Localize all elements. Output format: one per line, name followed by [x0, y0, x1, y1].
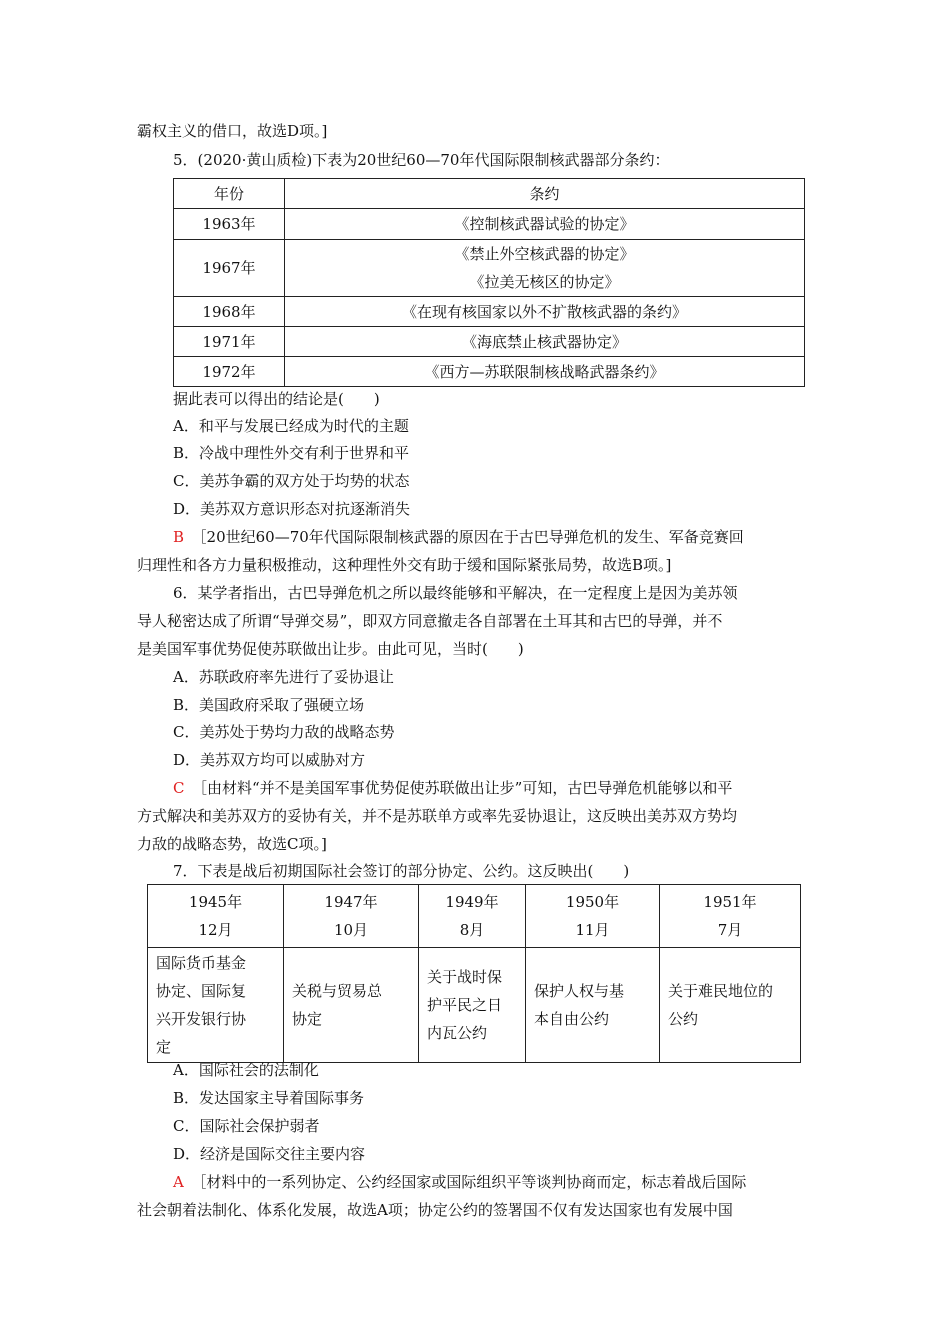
option-d: D．美苏双方均可以威胁对方	[173, 751, 366, 769]
cell-line: 护平民之日	[427, 996, 503, 1014]
table-cell	[660, 948, 801, 1063]
table-header-row	[174, 179, 805, 209]
header-month: 7月	[717, 921, 743, 939]
header-year: 1947年	[324, 893, 378, 911]
table-row	[174, 297, 805, 327]
header-month: 10月	[333, 921, 369, 939]
table-header-cell	[660, 885, 801, 948]
explanation-text: 归理性和各方力量积极推动，这种理性外交有助于缓和国际紧张局势，故选B项。]	[137, 556, 672, 574]
table-header-cell	[148, 885, 284, 948]
header-year: 1951年	[703, 893, 757, 911]
table-cell-year: 1972年	[174, 357, 285, 387]
answer-letter: C	[173, 779, 185, 797]
option-a: A．国际社会的法制化	[173, 1061, 319, 1079]
explanation-text: ［20世纪60—70年代国际限制核武器的原因在于古巴导弹危机的发生、军备竞赛回	[199, 528, 744, 546]
postwar-agreements-table	[147, 884, 801, 1063]
option-d: D．美苏双方意识形态对抗逐渐消失	[173, 500, 411, 518]
table-cell-year: 1967年	[174, 240, 285, 297]
question-7: 7．下表是战后初期国际社会签订的部分协定、公约。这反映出( )	[173, 862, 630, 880]
cell-line: 关于难民地位的	[668, 982, 774, 1000]
table-cell-treaty: 《控制核武器试验的协定》	[285, 209, 805, 240]
question-5: 5．(2020·黄山质检)下表为20世纪60—70年代国际限制核武器部分条约：	[173, 151, 670, 169]
table-header-cell	[284, 885, 419, 948]
cell-line: 关税与贸易总	[292, 982, 383, 1000]
table-cell	[419, 948, 526, 1063]
answer-explanation	[173, 527, 744, 547]
table-cell-treaty: 《海底禁止核武器协定》	[285, 327, 805, 357]
table-cell	[284, 948, 419, 1063]
treaty-line: 《拉美无核区的协定》	[469, 273, 620, 291]
cell-line: 兴开发银行协	[156, 1010, 247, 1028]
option-c: C．美苏处于势均力敌的战略态势	[173, 723, 395, 741]
option-b: B．美国政府采取了强硬立场	[173, 696, 365, 714]
table-cell-treaty: 《在现有核国家以外不扩散核武器的条约》	[285, 297, 805, 327]
explanation-text: 社会朝着法制化、体系化发展，故选A项；协定公约的签署国不仅有发达国家也有发展中国	[137, 1201, 733, 1219]
explanation-text: ［材料中的一系列协定、公约经国家或国际组织平等谈判协商而定，标志着战后国际	[198, 1173, 747, 1191]
table-header-cell: 年份	[174, 179, 285, 209]
explanation-text: 方式解决和美苏双方的妥协有关，并不是苏联单方或率先妥协退让，这反映出美苏双方势均	[137, 807, 738, 825]
answer-explanation	[173, 778, 732, 798]
table-cell-treaty: 《西方—苏联限制核战略武器条约》	[285, 357, 805, 387]
header-year: 1945年	[188, 893, 243, 911]
explanation-text: ［由材料“并不是美国军事优势促使苏联做出让步”可知，古巴导弹危机能够以和平	[199, 779, 733, 797]
table-cell-year: 1968年	[174, 297, 285, 327]
cell-line: 协定、国际复	[156, 982, 247, 1000]
table-row	[174, 327, 805, 357]
cell-line: 本自由公约	[534, 1010, 610, 1028]
header-year: 1950年	[565, 893, 620, 911]
question-6-line: 导人秘密达成了所谓“导弹交易”，即双方同意撤走各自部署在土耳其和古巴的导弹，并不	[137, 612, 723, 630]
table-header-cell	[419, 885, 526, 948]
answer-letter: A	[173, 1173, 184, 1191]
cell-line: 内瓦公约	[427, 1024, 488, 1042]
treaty-line: 《禁止外空核武器的协定》	[454, 245, 635, 263]
header-year: 1949年	[445, 893, 499, 911]
option-a: A．苏联政府率先进行了妥协退让	[173, 668, 394, 686]
cell-line: 公约	[668, 1010, 699, 1028]
question-6-line: 是美国军事优势促使苏联做出让步。由此可见，当时( )	[137, 640, 524, 658]
option-d: D．经济是国际交往主要内容	[173, 1145, 366, 1163]
cell-line: 保护人权与基	[534, 982, 625, 1000]
table-header-row	[148, 885, 801, 948]
cell-line: 定	[156, 1038, 172, 1056]
nuclear-treaty-table	[173, 178, 805, 387]
option-c: C．美苏争霸的双方处于均势的状态	[173, 472, 410, 490]
table-cell	[148, 948, 284, 1063]
question-5-stem: 据此表可以得出的结论是( )	[173, 390, 380, 408]
cell-line: 国际货币基金	[156, 954, 247, 972]
table-header-cell: 条约	[285, 179, 805, 209]
header-month: 12月	[198, 921, 233, 939]
answer-letter: B	[173, 528, 185, 546]
table-row	[174, 209, 805, 240]
option-b: B．冷战中理性外交有利于世界和平	[173, 444, 410, 462]
table-cell	[526, 948, 660, 1063]
option-b: B．发达国家主导着国际事务	[173, 1089, 365, 1107]
question-6: 6．某学者指出，古巴导弹危机之所以最终能够和平解决，在一定程度上是因为美苏领	[173, 584, 738, 602]
option-c: C．国际社会保护弱者	[173, 1117, 320, 1135]
table-header-cell	[526, 885, 660, 948]
text-line: 霸权主义的借口，故选D项。]	[137, 122, 328, 140]
table-row	[174, 357, 805, 387]
header-month: 11月	[575, 921, 610, 939]
option-a: A．和平与发展已经成为时代的主题	[173, 417, 409, 435]
table-cell-year: 1963年	[174, 209, 285, 240]
cell-line: 关于战时保	[427, 968, 503, 986]
table-cell-treaty	[285, 240, 805, 297]
answer-explanation	[173, 1172, 746, 1192]
header-month: 8月	[459, 921, 485, 939]
cell-line: 协定	[292, 1010, 323, 1028]
table-row	[148, 948, 801, 1063]
table-cell-year: 1971年	[174, 327, 285, 357]
explanation-text: 力敌的战略态势，故选C项。]	[137, 835, 327, 853]
table-row	[174, 240, 805, 297]
